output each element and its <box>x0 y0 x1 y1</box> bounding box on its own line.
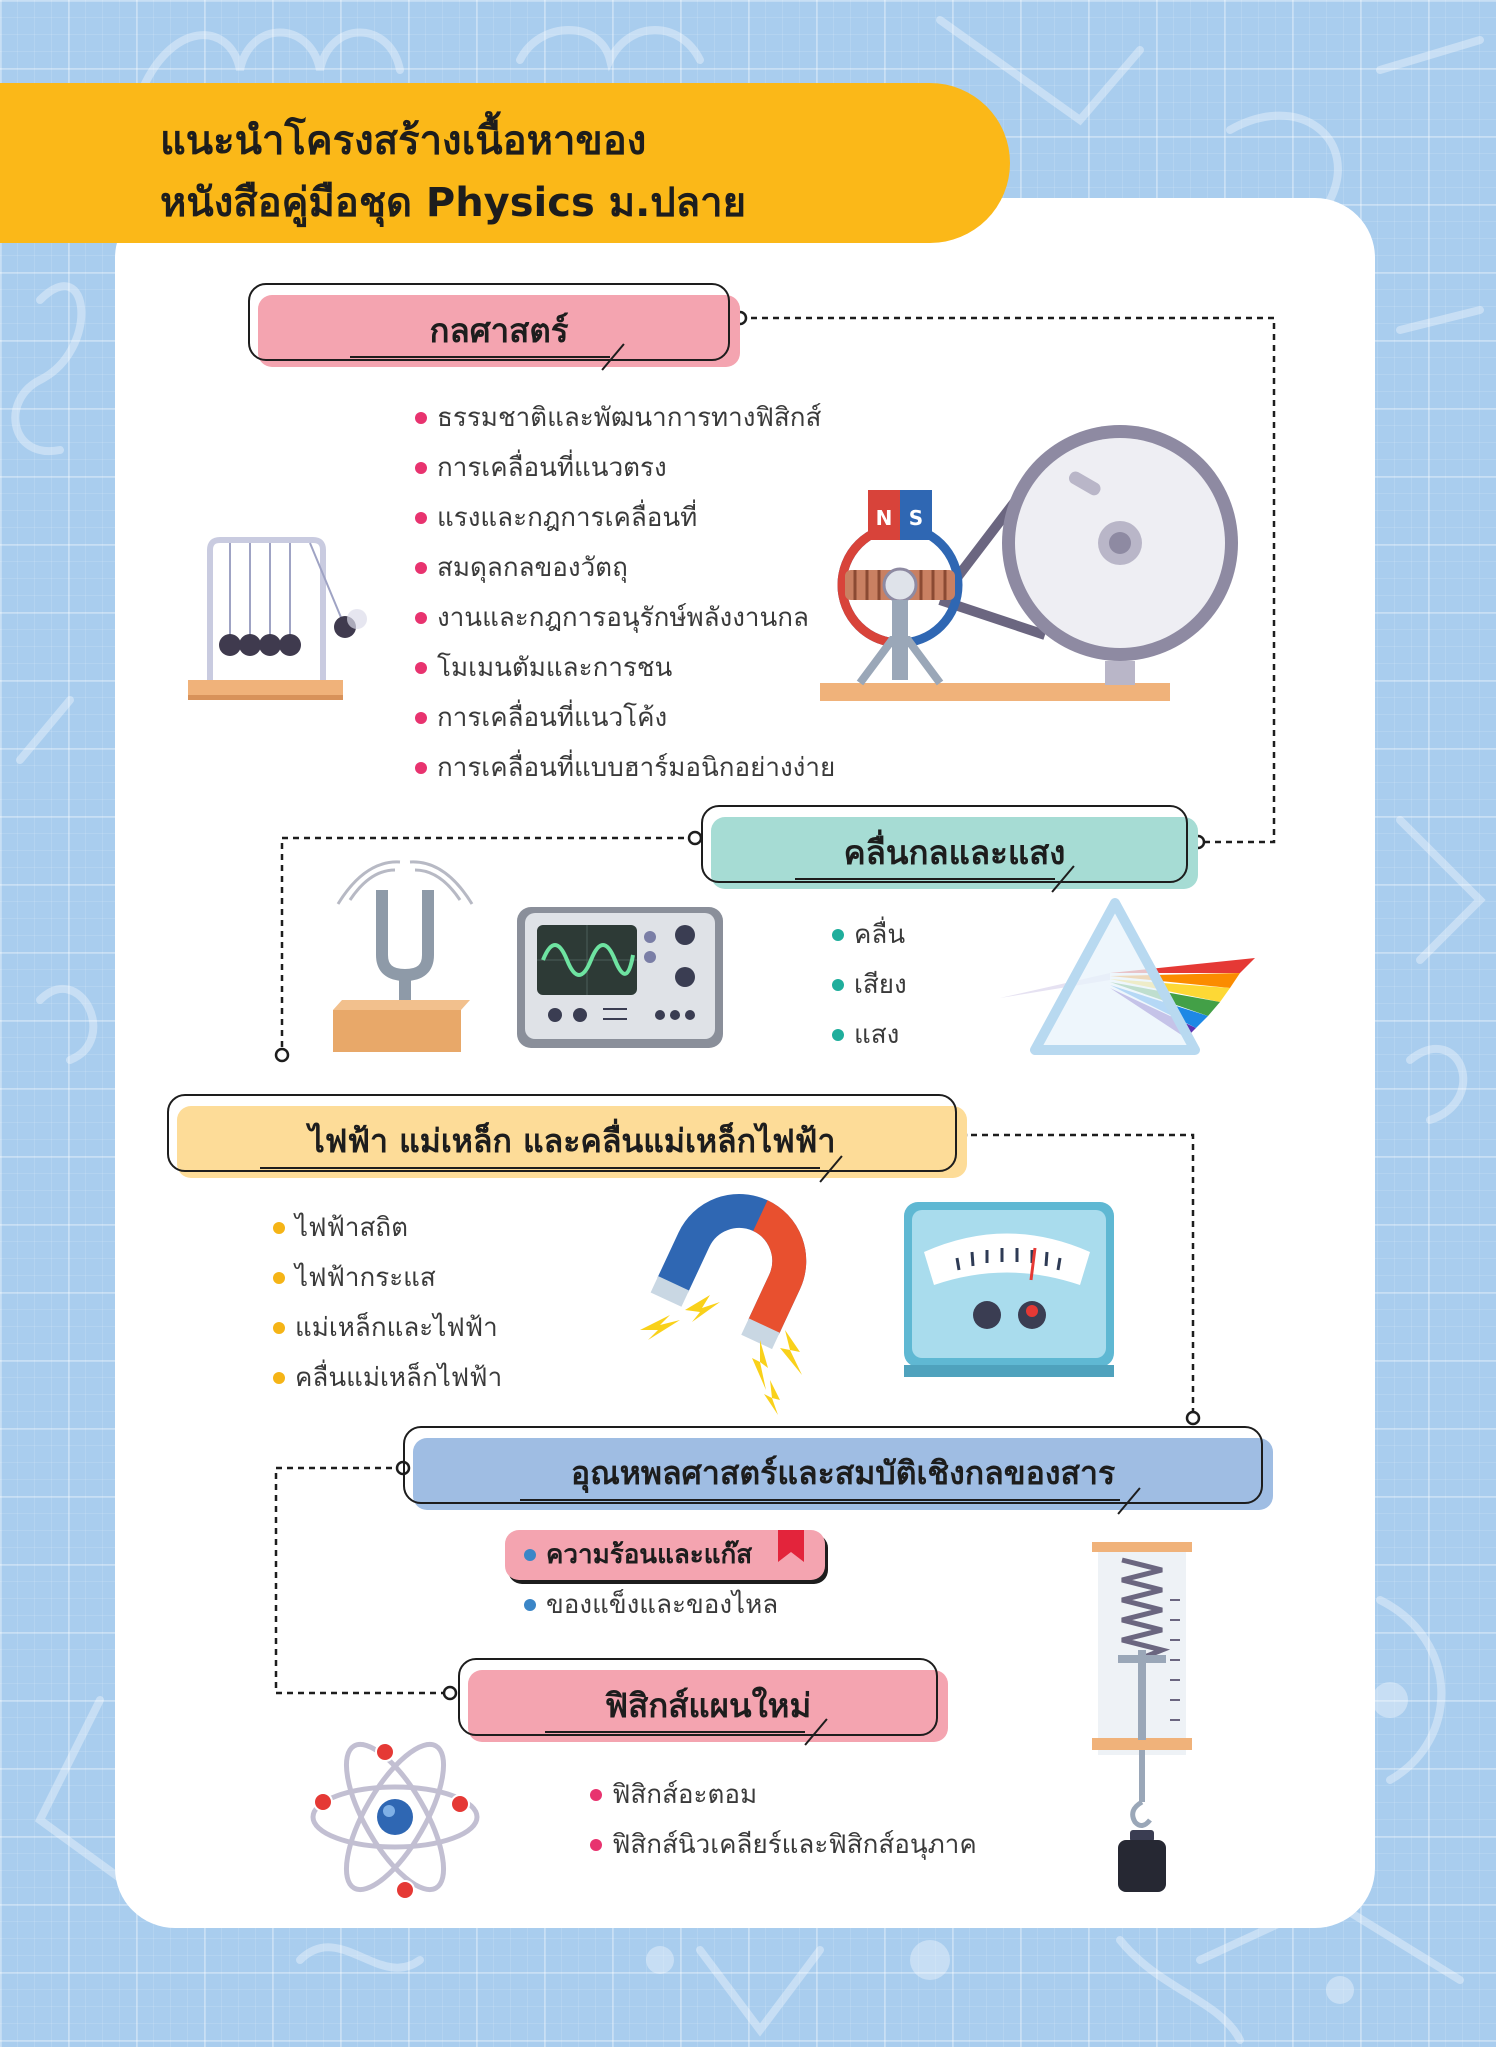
spring-scale-icon <box>1090 1540 1195 1895</box>
modern-title: ฟิสิกส์แผนใหม่ <box>604 1686 812 1725</box>
page-title-line-1: แนะนำโครงสร้างเนื้อหาของ <box>160 118 647 164</box>
list-item: ฟิสิกส์นิวเคลียร์และฟิสิกส์อนุภาค <box>590 1820 977 1870</box>
list-item: แม่เหล็กและไฟฟ้า <box>273 1303 502 1353</box>
list-item: ของแข็งและของไหล <box>524 1580 778 1630</box>
atom-icon <box>305 1732 485 1902</box>
list-item: การเคลื่อนที่แนวโค้ง <box>415 693 835 743</box>
list-item: โมเมนตัมและการชน <box>415 643 835 693</box>
list-item-highlighted: ความร้อนและแก๊ส <box>524 1530 778 1580</box>
modern-list <box>590 1770 977 1870</box>
prism-icon <box>1000 898 1260 1058</box>
page-title-line-2: หนังสือคู่มือชุด Physics ม.ปลาย <box>160 180 747 226</box>
thermo-list <box>524 1530 778 1630</box>
list-item: เสียง <box>832 960 907 1010</box>
electricity-list <box>273 1203 502 1403</box>
waves-title: คลื่นกลและแสง <box>843 833 1066 872</box>
thermo-title-underline <box>520 1499 1120 1501</box>
tuning-fork-icon <box>330 860 480 1055</box>
list-item: แสง <box>832 1010 907 1060</box>
generator-icon <box>820 425 1240 705</box>
list-item: การเคลื่อนที่แนวตรง <box>415 443 835 493</box>
mechanics-title: กลศาสตร์ <box>429 311 569 350</box>
waves-title-underline <box>795 878 1055 880</box>
meter-icon <box>902 1200 1117 1378</box>
list-item: การเคลื่อนที่แบบฮาร์มอนิกอย่างง่าย <box>415 743 835 793</box>
thermo-title: อุณหพลศาสตร์และสมบัติเชิงกลของสาร <box>570 1454 1116 1492</box>
waves-list <box>832 910 907 1060</box>
list-item: สมดุลกลของวัตถุ <box>415 543 835 593</box>
modern-title-underline <box>545 1731 805 1733</box>
list-item: คลื่น <box>832 910 907 960</box>
list-item: คลื่นแม่เหล็กไฟฟ้า <box>273 1353 502 1403</box>
list-item: ไฟฟ้ากระแส <box>273 1253 502 1303</box>
bookmark-icon <box>778 1530 804 1562</box>
electricity-title-underline <box>260 1167 820 1169</box>
electricity-title: ไฟฟ้า แม่เหล็ก และคลื่นแม่เหล็กไฟฟ้า <box>308 1122 836 1160</box>
horseshoe-magnet-icon <box>630 1190 840 1415</box>
newtons-cradle-icon <box>185 535 375 705</box>
list-item: แรงและกฎการเคลื่อนที่ <box>415 493 835 543</box>
list-item: ฟิสิกส์อะตอม <box>590 1770 977 1820</box>
list-item: งานและกฎการอนุรักษ์พลังงานกล <box>415 593 835 643</box>
oscilloscope-icon <box>515 905 725 1050</box>
list-item: ธรรมชาติและพัฒนาการทางฟิสิกส์ <box>415 393 835 443</box>
svg-text:N: N <box>875 506 893 530</box>
mechanics-list <box>415 393 835 793</box>
mechanics-title-underline <box>350 356 610 358</box>
svg-text:S: S <box>908 506 924 530</box>
list-item: ไฟฟ้าสถิต <box>273 1203 502 1253</box>
